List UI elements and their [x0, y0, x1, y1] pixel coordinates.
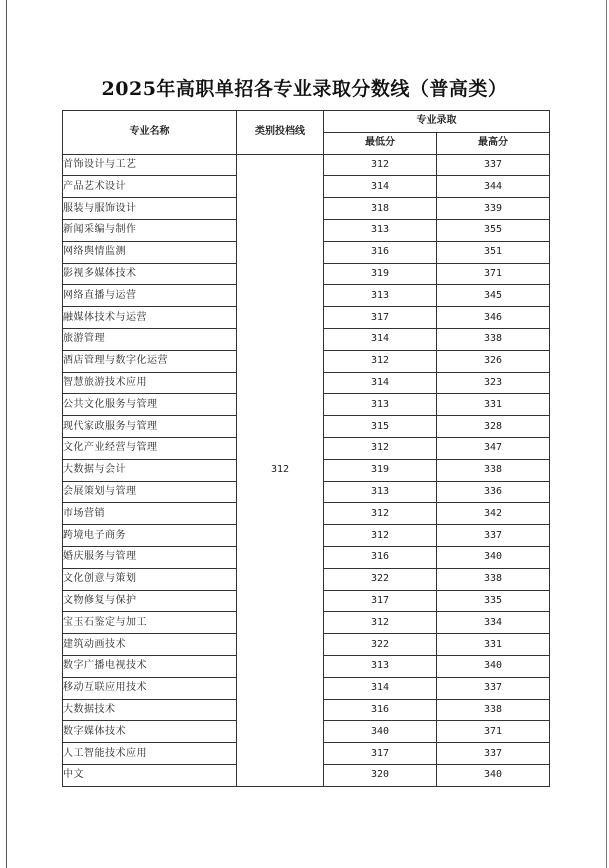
max-score-cell: 323 [437, 372, 550, 394]
min-score-cell: 320 [324, 764, 437, 786]
max-score-cell: 337 [437, 677, 550, 699]
max-score-cell: 338 [437, 699, 550, 721]
max-score-cell: 338 [437, 459, 550, 481]
max-score-cell: 344 [437, 176, 550, 198]
min-score-cell: 340 [324, 721, 437, 743]
max-score-cell: 338 [437, 568, 550, 590]
major-name-cell: 融媒体技术与运营 [63, 307, 237, 329]
major-name-cell: 公共文化服务与管理 [63, 394, 237, 416]
min-score-cell: 314 [324, 372, 437, 394]
max-score-cell: 339 [437, 198, 550, 220]
max-score-cell: 334 [437, 612, 550, 634]
min-score-cell: 314 [324, 677, 437, 699]
page-edge-right [606, 0, 607, 868]
min-score-cell: 312 [324, 612, 437, 634]
min-score-cell: 319 [324, 459, 437, 481]
major-name-cell: 会展策划与管理 [63, 481, 237, 503]
max-score-cell: 340 [437, 546, 550, 568]
min-score-cell: 312 [324, 350, 437, 372]
header-admission: 专业录取 [324, 111, 550, 133]
header-max-score: 最高分 [437, 132, 550, 154]
major-name-cell: 大数据与会计 [63, 459, 237, 481]
major-name-cell: 文化产业经营与管理 [63, 437, 237, 459]
major-name-cell: 婚庆服务与管理 [63, 546, 237, 568]
major-name-cell: 酒店管理与数字化运营 [63, 350, 237, 372]
max-score-cell: 347 [437, 437, 550, 459]
min-score-cell: 313 [324, 655, 437, 677]
major-name-cell: 产品艺术设计 [63, 176, 237, 198]
min-score-cell: 317 [324, 590, 437, 612]
max-score-cell: 351 [437, 241, 550, 263]
min-score-cell: 317 [324, 307, 437, 329]
max-score-cell: 371 [437, 263, 550, 285]
max-score-cell: 345 [437, 285, 550, 307]
major-name-cell: 新闻采编与制作 [63, 219, 237, 241]
min-score-cell: 322 [324, 568, 437, 590]
major-name-cell: 大数据技术 [63, 699, 237, 721]
major-name-cell: 市场营销 [63, 503, 237, 525]
min-score-cell: 318 [324, 198, 437, 220]
major-name-cell: 数字广播电视技术 [63, 655, 237, 677]
min-score-cell: 314 [324, 176, 437, 198]
min-score-cell: 312 [324, 154, 437, 176]
min-score-cell: 312 [324, 437, 437, 459]
page-title: 2025年高职单招各专业录取分数线（普高类） [101, 78, 508, 100]
max-score-cell: 337 [437, 743, 550, 765]
min-score-cell: 313 [324, 481, 437, 503]
min-score-cell: 314 [324, 328, 437, 350]
min-score-cell: 312 [324, 525, 437, 547]
max-score-cell: 328 [437, 416, 550, 438]
max-score-cell: 342 [437, 503, 550, 525]
admission-score-table [62, 110, 550, 787]
page-edge-left [6, 0, 7, 868]
max-score-cell: 335 [437, 590, 550, 612]
table-header [63, 111, 550, 155]
min-score-cell: 312 [324, 503, 437, 525]
min-score-cell: 316 [324, 546, 437, 568]
min-score-cell: 313 [324, 285, 437, 307]
max-score-cell: 371 [437, 721, 550, 743]
min-score-cell: 319 [324, 263, 437, 285]
min-score-cell: 317 [324, 743, 437, 765]
min-score-cell: 322 [324, 634, 437, 656]
max-score-cell: 355 [437, 219, 550, 241]
table-row [63, 154, 550, 176]
major-name-cell: 现代家政服务与管理 [63, 416, 237, 438]
min-score-cell: 316 [324, 241, 437, 263]
min-score-cell: 316 [324, 699, 437, 721]
max-score-cell: 326 [437, 350, 550, 372]
category-line-cell: 312 [237, 154, 324, 786]
major-name-cell: 旅游管理 [63, 328, 237, 350]
max-score-cell: 346 [437, 307, 550, 329]
max-score-cell: 337 [437, 525, 550, 547]
max-score-cell: 331 [437, 634, 550, 656]
major-name-cell: 网络舆情监测 [63, 241, 237, 263]
major-name-cell: 数字媒体技术 [63, 721, 237, 743]
min-score-cell: 313 [324, 219, 437, 241]
header-row-1 [63, 111, 550, 133]
max-score-cell: 336 [437, 481, 550, 503]
min-score-cell: 313 [324, 394, 437, 416]
major-name-cell: 人工智能技术应用 [63, 743, 237, 765]
major-name-cell: 宝玉石鉴定与加工 [63, 612, 237, 634]
major-name-cell: 智慧旅游技术应用 [63, 372, 237, 394]
max-score-cell: 340 [437, 764, 550, 786]
major-name-cell: 首饰设计与工艺 [63, 154, 237, 176]
major-name-cell: 跨境电子商务 [63, 525, 237, 547]
header-category-line: 类别投档线 [237, 111, 324, 155]
major-name-cell: 服装与服饰设计 [63, 198, 237, 220]
major-name-cell: 移动互联应用技术 [63, 677, 237, 699]
max-score-cell: 331 [437, 394, 550, 416]
major-name-cell: 建筑动画技术 [63, 634, 237, 656]
max-score-cell: 337 [437, 154, 550, 176]
header-min-score: 最低分 [324, 132, 437, 154]
max-score-cell: 338 [437, 328, 550, 350]
major-name-cell: 文物修复与保护 [63, 590, 237, 612]
max-score-cell: 340 [437, 655, 550, 677]
major-name-cell: 文化创意与策划 [63, 568, 237, 590]
major-name-cell: 网络直播与运营 [63, 285, 237, 307]
major-name-cell: 中文 [63, 764, 237, 786]
header-major-name: 专业名称 [63, 111, 237, 155]
min-score-cell: 315 [324, 416, 437, 438]
table-body [63, 154, 550, 786]
major-name-cell: 影视多媒体技术 [63, 263, 237, 285]
